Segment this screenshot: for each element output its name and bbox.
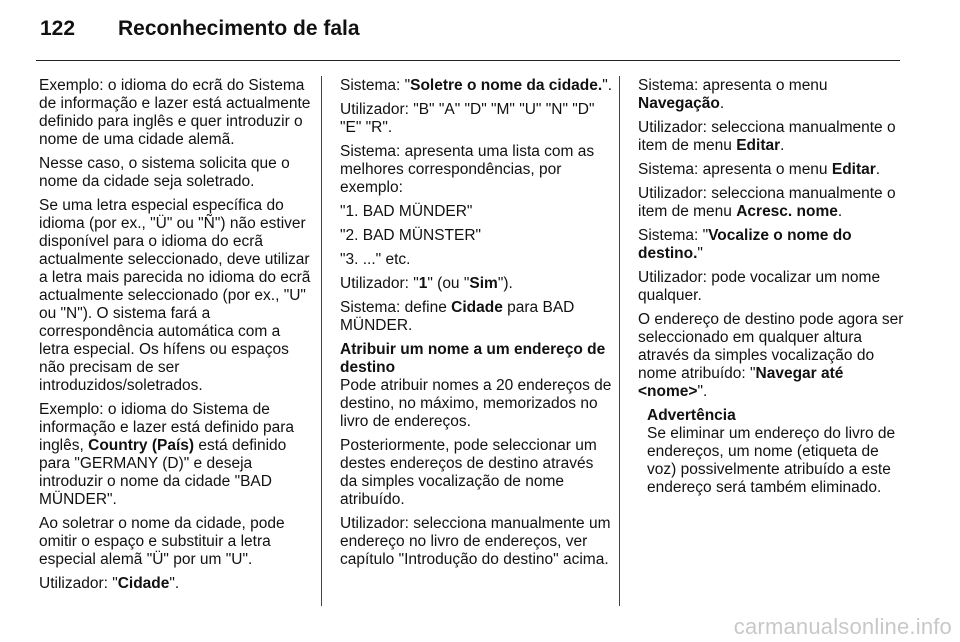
column-2 bbox=[340, 77, 614, 575]
paragraph: Exemplo: o idioma do ecrã do Sistema de informação e lazer está actualmente definido para inglês e quer introduzir o nome de uma cidade alemã. bbox=[39, 77, 311, 148]
column-1 bbox=[39, 77, 311, 599]
paragraph: Utilizador: "B" "A" "D" "M" "U" "N" "D" "E" "R". bbox=[340, 101, 595, 136]
paragraph: Utilizador: selecciona manualmente o item de menu Acresc. nome. bbox=[638, 185, 896, 220]
paragraph: Nesse caso, o sistema solicita que o nome da cidade seja soletrado. bbox=[39, 155, 290, 190]
paragraph: Ao soletrar o nome da cidade, pode omitir o espaço e substituir a letra especial alemã "Ü" por um "U". bbox=[39, 515, 285, 568]
paragraph: Utilizador: pode vocalizar um nome qualquer. bbox=[638, 269, 881, 304]
paragraph: "3. ..." etc. bbox=[340, 251, 411, 268]
watermark: carmanualsonline.info bbox=[733, 614, 952, 639]
paragraph: Exemplo: o idioma do Sistema de informação e lazer está definido para inglês, Country (País) está definido para "GERMANY (D)" e deseja introduzir o nome da cidade "BAD MÜNDER". bbox=[39, 401, 295, 508]
paragraph: Utilizador: "1" (ou "Sim"). bbox=[340, 275, 513, 292]
note-title: Advertência bbox=[647, 407, 736, 424]
paragraph: O endereço de destino pode agora ser seleccionado em qualquer altura através da simples vocalização do nome atribuído: "Navegar até <nome>". bbox=[638, 311, 904, 400]
paragraph: Sistema: apresenta o menu Editar. bbox=[638, 161, 881, 178]
paragraph: Posteriormente, pode seleccionar um destes endereços de destino através da simples vocalização de nome atribuído. bbox=[340, 437, 597, 508]
paragraph: Sistema: define Cidade para BAD MÜNDER. bbox=[340, 299, 575, 334]
paragraph: Sistema: apresenta uma lista com as melhores correspondências, por exemplo: bbox=[340, 143, 595, 196]
paragraph: Sistema: "Soletre o nome da cidade.". bbox=[340, 77, 612, 94]
paragraph: Se uma letra especial específica do idioma (por ex., "Ü" ou "Ñ") não estiver disponível para o idioma do ecrã actualmente seleccionado, deve utilizar a letra mais parecida no idioma do ecrã actualmente seleccionado (por ex., "U" ou "N"). O sistema fará a correspondência automática com a letra especial. Os hífens ou espaços não precisam de ser introduzidos/soletrados. bbox=[39, 197, 311, 394]
page-title: Reconhecimento de fala bbox=[118, 17, 360, 40]
column-divider-1 bbox=[321, 76, 322, 606]
paragraph: "2. BAD MÜNSTER" bbox=[340, 227, 482, 244]
paragraph: Sistema: apresenta o menu Navegação. bbox=[638, 77, 828, 112]
column-3 bbox=[638, 77, 904, 503]
paragraph: Utilizador: selecciona manualmente o item de menu Editar. bbox=[638, 119, 896, 154]
column-divider-2 bbox=[619, 76, 620, 606]
page-number: 122 bbox=[40, 17, 76, 40]
paragraph: Pode atribuir nomes a 20 endereços de destino, no máximo, memorizados no livro de endereços. bbox=[340, 377, 612, 430]
note-text: Se eliminar um endereço do livro de endereços, um nome (etiqueta de voz) possivelmente atribuído a este endereço será também eliminado. bbox=[647, 425, 896, 496]
header-rule bbox=[36, 60, 900, 61]
paragraph: "1. BAD MÜNDER" bbox=[340, 203, 473, 220]
paragraph: Utilizador: selecciona manualmente um endereço no livro de endereços, ver capítulo "Introdução do destino" acima. bbox=[340, 515, 611, 568]
note-box bbox=[647, 407, 904, 497]
paragraph: Utilizador: "Cidade". bbox=[39, 575, 180, 592]
section-heading: Atribuir um nome a um endereço de destino bbox=[340, 341, 606, 376]
paragraph: Sistema: "Vocalize o nome do destino." bbox=[638, 227, 852, 262]
